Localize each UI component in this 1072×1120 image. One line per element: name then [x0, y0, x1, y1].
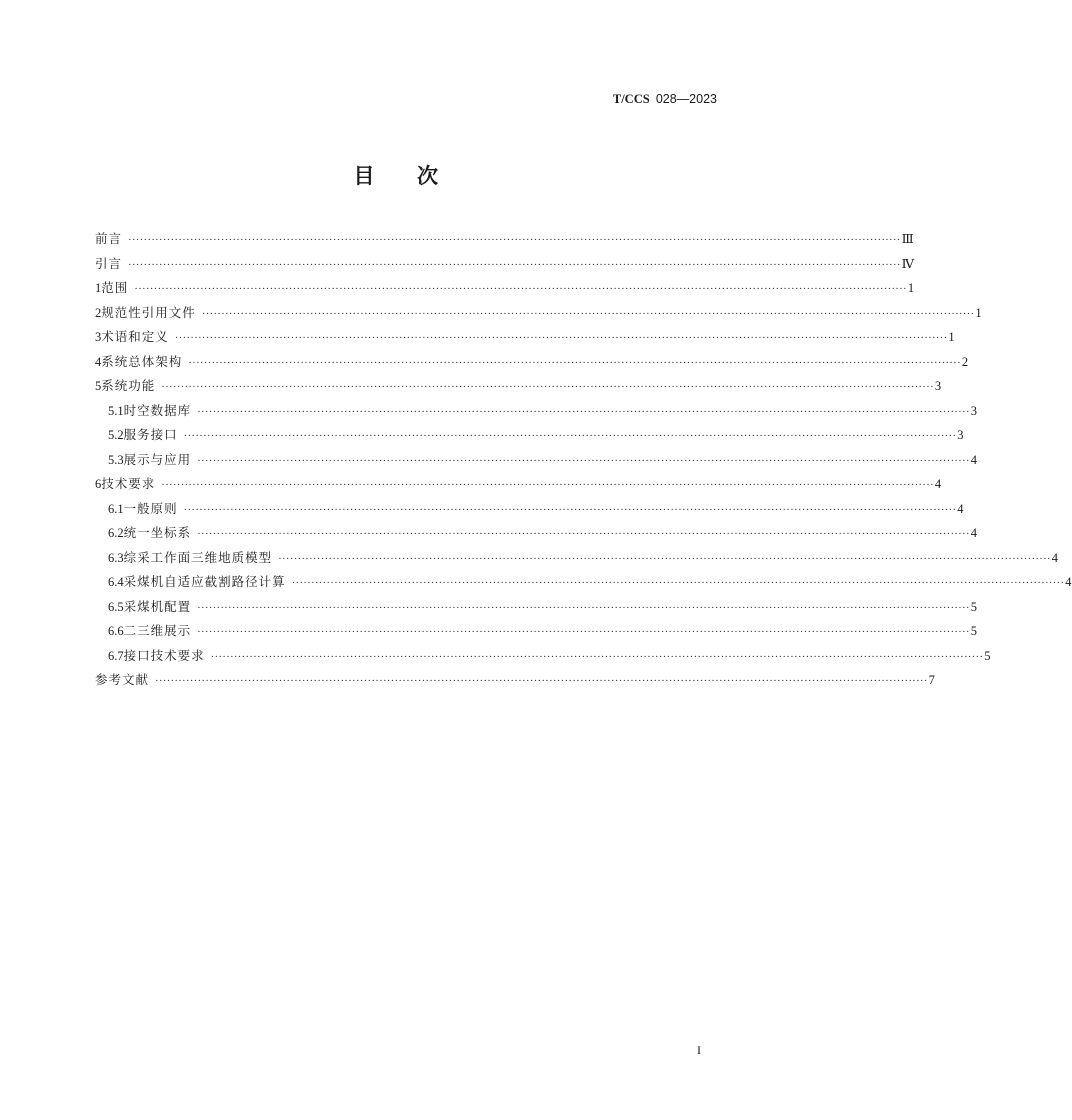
toc-entry-title: 统一坐标系 — [123, 525, 192, 540]
toc-entry[interactable] — [95, 448, 978, 473]
toc-entry[interactable] — [95, 276, 915, 301]
toc-entry-number: 5.2 — [108, 428, 124, 442]
doc-code: T/CCS — [612, 92, 650, 106]
dot-leader: ········································································································································································································ — [197, 405, 970, 418]
toc-entry-title: 参考文献 — [95, 672, 150, 687]
toc-entry[interactable] — [95, 350, 969, 375]
toc-entry-page: 4 — [970, 452, 978, 467]
toc-entry-page: 7 — [928, 673, 935, 687]
dot-leader: ········································································································································································································ — [128, 258, 901, 271]
toc-entry-title: 前言 — [95, 231, 123, 246]
toc-entry-title: 范围 — [101, 280, 129, 295]
toc-entry[interactable] — [95, 227, 914, 252]
toc-entry-page: 4 — [1065, 575, 1072, 589]
toc-entry-title: 服务接口 — [123, 427, 178, 442]
toc-entry[interactable] — [95, 497, 964, 522]
page-title — [0, 160, 792, 190]
toc-entry-number: 5.1 — [108, 403, 124, 418]
toc-entry-page: 4 — [970, 526, 978, 540]
dot-leader: ········································································································································································································ — [210, 650, 984, 663]
toc-entry-title: 接口技术要求 — [123, 647, 205, 663]
title-char-2: 次 — [417, 164, 439, 188]
toc-entry-number: 4 — [95, 354, 102, 369]
toc-entry-page: 3 — [957, 428, 964, 442]
toc-entry-number: 6.4 — [108, 575, 124, 589]
toc-entry-number: 6.5 — [108, 599, 124, 614]
toc-entry[interactable] — [95, 570, 1072, 595]
toc-entry-page: 1 — [975, 305, 982, 320]
toc-entry[interactable] — [95, 644, 991, 669]
toc-entry-number: 5.3 — [108, 452, 124, 467]
dot-leader: ········································································································································································································ — [197, 626, 970, 638]
toc-entry-number: 6.6 — [108, 624, 124, 638]
dot-leader: ········································································································································································································ — [161, 381, 934, 393]
toc-entry-title: 技术要求 — [101, 476, 156, 491]
toc-entry[interactable] — [95, 423, 964, 448]
dot-leader: ········································································································································································································ — [155, 675, 928, 687]
toc-entry-title: 采煤机配置 — [123, 598, 192, 614]
toc-entry-title: 一般原则 — [123, 500, 178, 516]
toc-entry-page: Ⅲ — [901, 232, 914, 246]
document-identifier — [613, 92, 717, 107]
page-number-footer: I — [697, 1043, 701, 1057]
toc-entry-page: 4 — [957, 501, 964, 516]
toc-entry-title: 系统功能 — [101, 378, 156, 393]
toc-entry-title: 展示与应用 — [123, 451, 192, 467]
toc-entry-title: 采煤机自适应截割路径计算 — [123, 574, 286, 589]
dot-leader: ········································································································································································································ — [128, 234, 901, 246]
toc-entry-page: 3 — [934, 379, 942, 393]
dot-leader: ········································································································································································································ — [197, 454, 970, 467]
toc-entry-page: 2 — [961, 354, 969, 369]
toc-entry-title: 综采工作面三维地质模型 — [123, 549, 273, 565]
toc-entry[interactable] — [95, 595, 978, 620]
dot-leader: ········································································································································································································ — [197, 528, 970, 540]
table-of-contents — [95, 227, 1072, 693]
toc-entry-number: 3 — [95, 330, 102, 344]
dot-leader: ········································································································································································································ — [183, 430, 957, 442]
toc-entry-title: 术语和定义 — [101, 329, 169, 344]
toc-entry-title: 引言 — [95, 255, 123, 271]
toc-entry-title: 规范性引用文件 — [101, 304, 196, 320]
toc-entry[interactable] — [95, 374, 942, 399]
dot-leader: ········································································································································································································ — [291, 577, 1065, 589]
toc-entry-page: 5 — [970, 624, 978, 638]
dot-leader: ········································································································································································································ — [134, 283, 907, 295]
toc-entry-page: 4 — [934, 477, 942, 491]
dot-leader: ········································································································································································································ — [174, 332, 948, 344]
toc-entry[interactable] — [95, 546, 1059, 571]
toc-entry[interactable] — [95, 252, 915, 277]
toc-entry[interactable] — [95, 325, 955, 350]
toc-entry-number: 6.3 — [108, 550, 124, 565]
toc-entry-number: 5 — [95, 379, 102, 393]
toc-entry-page: 5 — [984, 648, 991, 663]
toc-entry-number: 2 — [95, 305, 102, 320]
toc-entry[interactable] — [95, 301, 982, 326]
dot-leader: ········································································································································································································ — [183, 503, 957, 516]
doc-number: 028—2023 — [655, 92, 717, 106]
dot-leader: ········································································································································································································ — [278, 552, 1051, 565]
toc-entry-title: 时空数据库 — [123, 402, 192, 418]
toc-entry[interactable] — [95, 619, 978, 644]
toc-entry[interactable] — [95, 399, 978, 424]
toc-entry[interactable] — [95, 521, 978, 546]
toc-entry-page: Ⅳ — [901, 256, 915, 271]
toc-entry[interactable] — [95, 472, 942, 497]
toc-entry[interactable] — [95, 668, 935, 693]
toc-entry-number: 6.2 — [108, 526, 124, 540]
dot-leader: ········································································································································································································ — [161, 479, 934, 491]
toc-entry-title: 二三维展示 — [123, 623, 192, 638]
toc-entry-number: 6 — [95, 477, 102, 491]
title-char-1: 目 — [353, 164, 375, 188]
dot-leader: ········································································································································································································ — [201, 307, 975, 320]
toc-entry-page: 3 — [970, 403, 978, 418]
dot-leader: ········································································································································································································ — [188, 356, 961, 369]
toc-entry-number: 6.1 — [108, 501, 124, 516]
toc-entry-page: 4 — [1051, 550, 1059, 565]
dot-leader: ········································································································································································································ — [197, 601, 970, 614]
toc-entry-page: 5 — [970, 599, 978, 614]
toc-entry-title: 系统总体架构 — [101, 353, 183, 369]
toc-entry-number: 6.7 — [108, 648, 124, 663]
toc-entry-page: 1 — [948, 330, 955, 344]
toc-entry-number: 1 — [95, 281, 102, 295]
toc-entry-page: 1 — [907, 281, 915, 295]
